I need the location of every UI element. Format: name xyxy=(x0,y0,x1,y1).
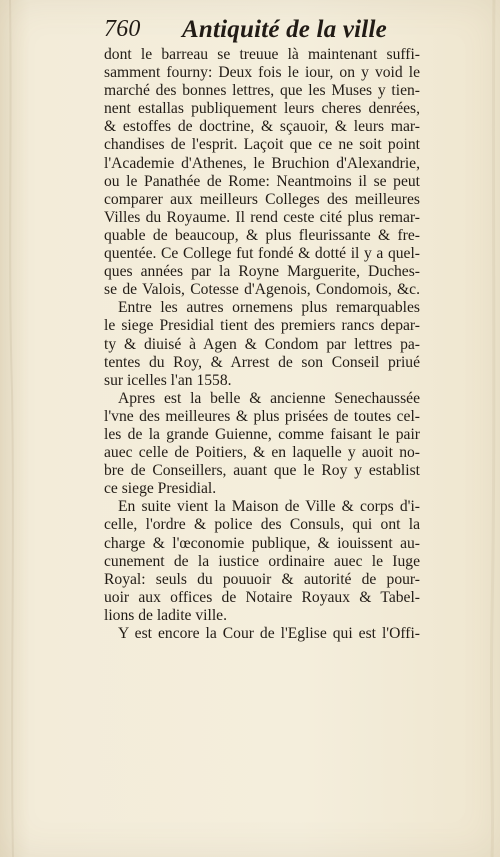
text-line: quable de beaucoup, & plus fleurissante & fre- xyxy=(104,226,420,244)
text-line: dont le barreau se treuue là maintenant suffi- xyxy=(104,46,420,63)
text-line: ou le Panathée de Rome: Neantmoins il se peut xyxy=(104,172,420,190)
text-line: ty & diuisé à Agen & Condom par lettres pa- xyxy=(104,335,420,353)
text-line: bre de Conseillers, auant que le Roy y establist xyxy=(104,462,420,480)
text-line: se de Valois, Cotesse d'Agenois, Condomois, &c. xyxy=(104,281,420,299)
page-header xyxy=(104,16,414,46)
text-line: & estoffes de doctrine, & sçauoir, & leurs mar- xyxy=(104,118,420,136)
text-line: chandises de l'esprit. Laçoit que ce ne soit point xyxy=(104,136,420,154)
text-line: uoir aux offices de Notaire Royaux & Tabel- xyxy=(104,588,420,606)
text-line: Villes du Royaume. Il rend ceste cité plus remar- xyxy=(104,208,420,226)
text-line: auec celle de Poitiers, & en laquelle y auoit no- xyxy=(104,444,420,462)
paragraph-end-line: sur icelles l'an 1558. xyxy=(104,371,232,389)
text-line: quentée. Ce College fut fondé & dotté il y a quel- xyxy=(104,245,420,263)
text-line: tentes du Roy, & Arrest de son Conseil priué xyxy=(104,353,420,371)
text-line: Royal: seuls du pouuoir & autorité de pour- xyxy=(104,570,420,588)
text-line: nent estallas publiquement leurs cheres denrées, xyxy=(104,100,420,118)
page-text xyxy=(104,46,420,643)
text-line: charge & l'œconomie publique, & iouissent au- xyxy=(104,534,420,552)
page-number: 760 xyxy=(104,16,141,42)
paragraph-start-line: Y est encore la Cour de l'Eglise qui est l'Offi- xyxy=(118,625,420,642)
text-line: marché des bonnes lettres, que les Muses y tien- xyxy=(104,82,420,100)
paragraph-start-line: En suite vient la Maison de Ville & corps d'i- xyxy=(118,498,420,516)
paragraph-end-line: ce siege Presidial. xyxy=(104,480,217,498)
text-line: l'vne des meilleures & plus prisées de toutes cel- xyxy=(104,407,420,425)
text-line: comparer aux meilleurs Colleges des meilleures xyxy=(104,190,420,208)
text-line: ques années par la Royne Marguerite, Duches- xyxy=(104,263,420,281)
text-line: le siege Presidial tient des premiers rancs depar- xyxy=(104,317,420,335)
paragraph-start-line: Entre les autres ornemens plus remarquables xyxy=(118,299,420,317)
paragraph-start-line: Apres est la belle & ancienne Senechaussée xyxy=(118,389,420,407)
text-line: l'Academie d'Athenes, le Bruchion d'Alexandrie, xyxy=(104,154,420,172)
text-line: celle, l'ordre & police des Consuls, qui ont la xyxy=(104,516,420,534)
text-line: cunement de la iustice ordinaire auec le Iuge xyxy=(104,552,420,570)
text-line: samment fourny: Deux fois le iour, on y void le xyxy=(104,64,420,82)
running-title: Antiquité de la ville xyxy=(182,16,387,43)
text-line: les de la grande Guienne, comme faisant le pair xyxy=(104,425,420,443)
paragraph-end-line: lions de ladite ville. xyxy=(104,606,227,624)
